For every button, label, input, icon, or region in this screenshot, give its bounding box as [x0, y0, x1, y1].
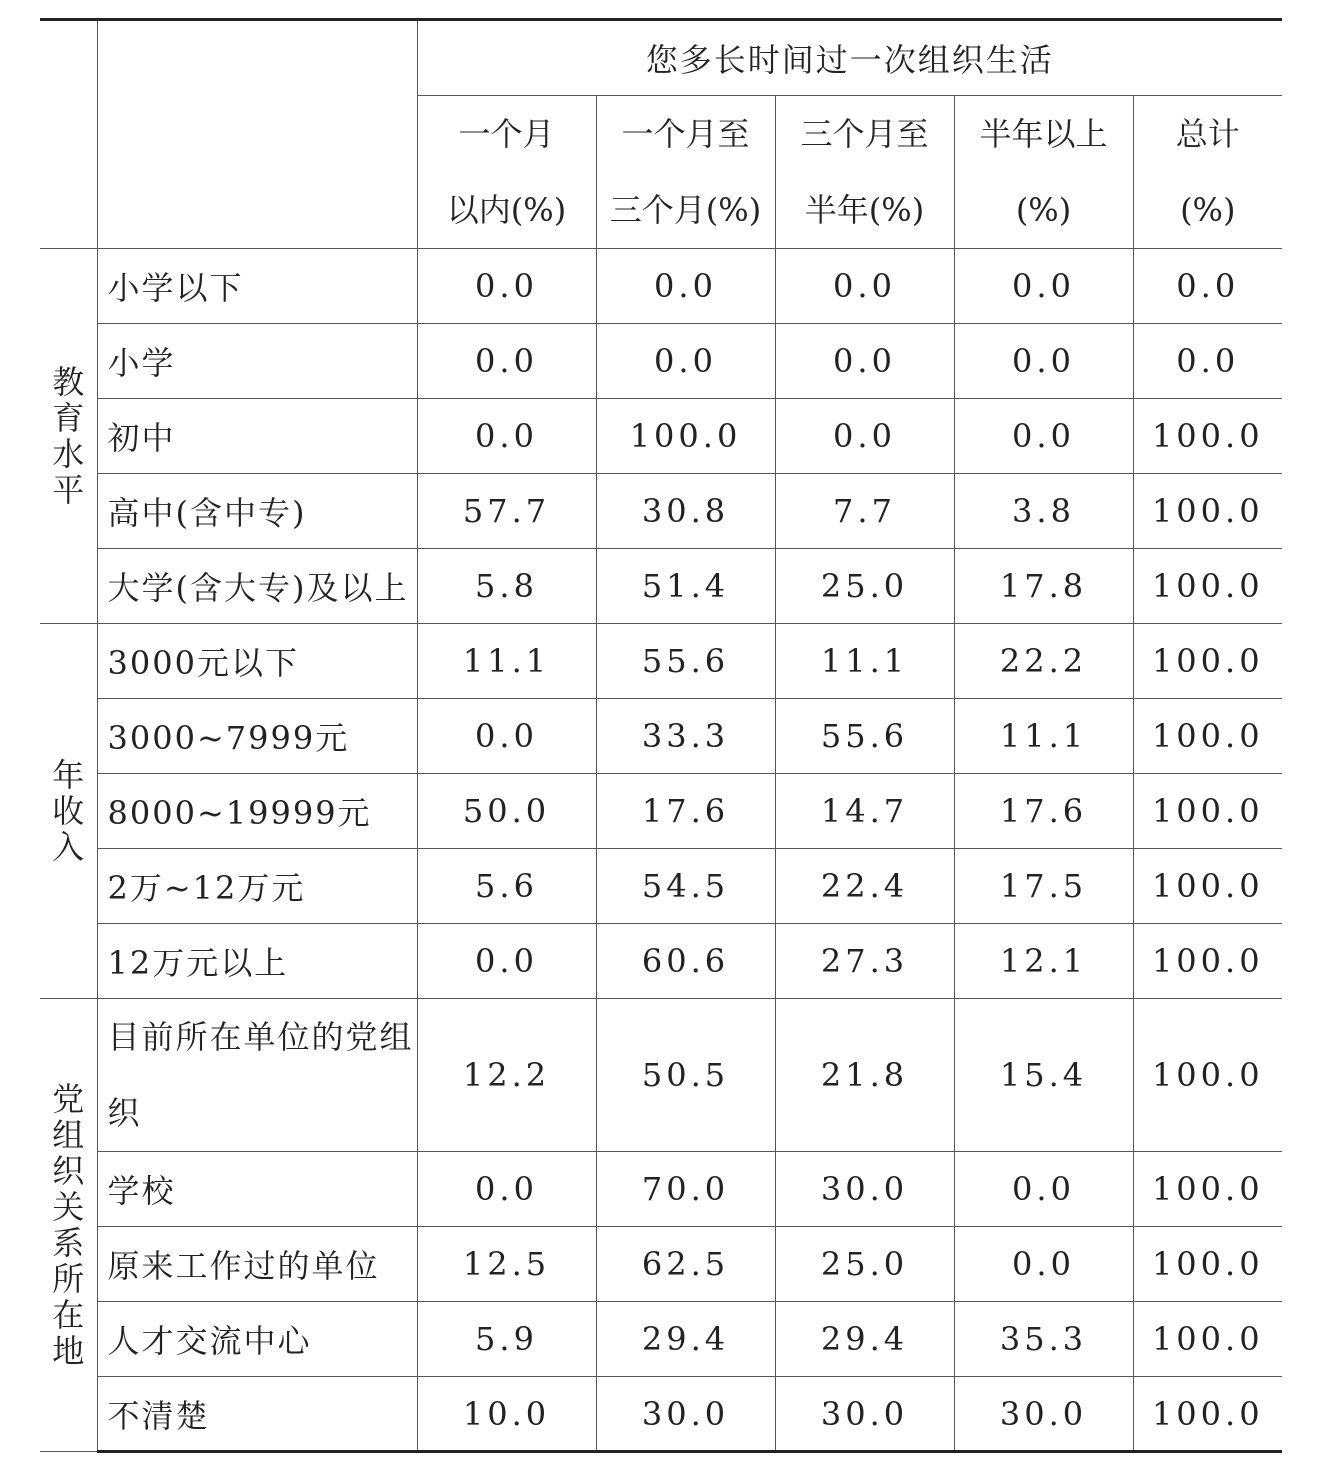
value-cell: 0.0: [596, 324, 775, 399]
group-label: 党组织关系所在地: [52, 1079, 85, 1370]
value-cell: 15.4: [954, 999, 1133, 1152]
value-cell: 100.0: [1133, 1227, 1282, 1302]
row-label: 原来工作过的单位: [97, 1227, 417, 1302]
column-header-line1: 一个月: [458, 115, 555, 153]
value-cell: 100.0: [1133, 999, 1282, 1152]
column-header-line2: 半年(%): [804, 191, 925, 229]
row-label: 小学以下: [97, 249, 417, 324]
value-cell: 57.7: [417, 474, 596, 549]
row-label: 3000元以下: [97, 624, 417, 699]
value-cell: 0.0: [417, 249, 596, 324]
value-cell: 0.0: [954, 399, 1133, 474]
table-row: [40, 624, 1282, 699]
value-cell: 0.0: [1133, 324, 1282, 399]
value-cell: 100.0: [1133, 1152, 1282, 1227]
value-cell: 22.2: [954, 624, 1133, 699]
value-cell: 30.0: [775, 1152, 954, 1227]
value-cell: 7.7: [775, 474, 954, 549]
column-header-line2: 以内(%): [446, 191, 567, 229]
value-cell: 25.0: [775, 549, 954, 624]
table-row: [40, 1152, 1282, 1227]
value-cell: 100.0: [1133, 699, 1282, 774]
row-label: 12万元以上: [97, 924, 417, 999]
value-cell: 100.0: [1133, 399, 1282, 474]
table-row: [40, 549, 1282, 624]
value-cell: 30.0: [954, 1377, 1133, 1452]
value-cell: 5.6: [417, 849, 596, 924]
header-row-1: [40, 20, 1282, 96]
value-cell: 35.3: [954, 1302, 1133, 1377]
value-cell: 29.4: [775, 1302, 954, 1377]
value-cell: 54.5: [596, 849, 775, 924]
value-cell: 17.6: [596, 774, 775, 849]
table-row: [40, 399, 1282, 474]
value-cell: 100.0: [596, 399, 775, 474]
value-cell: 33.3: [596, 699, 775, 774]
value-cell: 51.4: [596, 549, 775, 624]
value-cell: 11.1: [954, 699, 1133, 774]
column-header-line1: 一个月至: [621, 115, 750, 153]
group-label: 教育水平: [52, 362, 85, 509]
row-label: 8000~19999元: [97, 774, 417, 849]
group-label-cell: [40, 624, 97, 999]
value-cell: 11.1: [775, 624, 954, 699]
column-header: [775, 96, 954, 249]
value-cell: 17.5: [954, 849, 1133, 924]
column-header-line1: 三个月至: [800, 115, 929, 153]
value-cell: 12.1: [954, 924, 1133, 999]
value-cell: 0.0: [954, 324, 1133, 399]
value-cell: 60.6: [596, 924, 775, 999]
row-label: 不清楚: [97, 1377, 417, 1452]
table-row: [40, 999, 1282, 1152]
table-row: [40, 324, 1282, 399]
value-cell: 17.6: [954, 774, 1133, 849]
value-cell: 22.4: [775, 849, 954, 924]
value-cell: 30.8: [596, 474, 775, 549]
table-row: [40, 1302, 1282, 1377]
value-cell: 100.0: [1133, 774, 1282, 849]
value-cell: 0.0: [417, 324, 596, 399]
value-cell: 0.0: [417, 1152, 596, 1227]
column-header-line1: 半年以上: [979, 115, 1108, 153]
table-row: [40, 699, 1282, 774]
column-header: [1133, 96, 1282, 249]
value-cell: 0.0: [775, 249, 954, 324]
table-row: [40, 1227, 1282, 1302]
value-cell: 14.7: [775, 774, 954, 849]
value-cell: 10.0: [417, 1377, 596, 1452]
column-header-line2: (%): [1015, 191, 1072, 229]
row-label: 人才交流中心: [97, 1302, 417, 1377]
header-title: 您多长时间过一次组织生活: [417, 20, 1282, 96]
value-cell: 62.5: [596, 1227, 775, 1302]
value-cell: 12.2: [417, 999, 596, 1152]
value-cell: 100.0: [1133, 624, 1282, 699]
column-header-line1: 总计: [1175, 115, 1240, 153]
value-cell: 100.0: [1133, 849, 1282, 924]
data-table: [40, 18, 1282, 1453]
value-cell: 0.0: [775, 399, 954, 474]
value-cell: 29.4: [596, 1302, 775, 1377]
table-row: [40, 249, 1282, 324]
value-cell: 100.0: [1133, 549, 1282, 624]
value-cell: 25.0: [775, 1227, 954, 1302]
value-cell: 5.8: [417, 549, 596, 624]
column-header: [417, 96, 596, 249]
value-cell: 17.8: [954, 549, 1133, 624]
row-label: 初中: [97, 399, 417, 474]
table-row: [40, 774, 1282, 849]
value-cell: 0.0: [1133, 249, 1282, 324]
value-cell: 0.0: [417, 924, 596, 999]
column-header: [596, 96, 775, 249]
value-cell: 0.0: [417, 699, 596, 774]
group-label-cell: [40, 999, 97, 1452]
row-label: 小学: [97, 324, 417, 399]
value-cell: 0.0: [596, 249, 775, 324]
column-header-line2: (%): [1180, 191, 1236, 229]
row-label: 学校: [97, 1152, 417, 1227]
corner-cell: [40, 20, 97, 249]
value-cell: 0.0: [417, 399, 596, 474]
value-cell: 5.9: [417, 1302, 596, 1377]
value-cell: 50.5: [596, 999, 775, 1152]
value-cell: 30.0: [775, 1377, 954, 1452]
group-label-cell: [40, 249, 97, 624]
value-cell: 100.0: [1133, 1302, 1282, 1377]
value-cell: 27.3: [775, 924, 954, 999]
table-row: [40, 474, 1282, 549]
value-cell: 0.0: [954, 1227, 1133, 1302]
row-label: 3000~7999元: [97, 699, 417, 774]
column-header-line2: 三个月(%): [609, 191, 762, 229]
table-row: [40, 924, 1282, 999]
value-cell: 70.0: [596, 1152, 775, 1227]
value-cell: 100.0: [1133, 1377, 1282, 1452]
value-cell: 100.0: [1133, 924, 1282, 999]
value-cell: 100.0: [1133, 474, 1282, 549]
value-cell: 0.0: [954, 1152, 1133, 1227]
value-cell: 11.1: [417, 624, 596, 699]
row-label: 大学(含大专)及以上: [97, 549, 417, 624]
value-cell: 3.8: [954, 474, 1133, 549]
value-cell: 0.0: [775, 324, 954, 399]
table-row: [40, 1377, 1282, 1452]
row-label: 高中(含中专): [97, 474, 417, 549]
value-cell: 55.6: [775, 699, 954, 774]
table-row: [40, 849, 1282, 924]
row-label: 目前所在单位的党组织: [97, 999, 417, 1152]
column-header: [954, 96, 1133, 249]
value-cell: 30.0: [596, 1377, 775, 1452]
row-label: 2万~12万元: [97, 849, 417, 924]
value-cell: 12.5: [417, 1227, 596, 1302]
corner-cell-2: [97, 20, 417, 249]
group-label: 年收入: [52, 755, 85, 866]
value-cell: 50.0: [417, 774, 596, 849]
value-cell: 0.0: [954, 249, 1133, 324]
value-cell: 21.8: [775, 999, 954, 1152]
value-cell: 55.6: [596, 624, 775, 699]
